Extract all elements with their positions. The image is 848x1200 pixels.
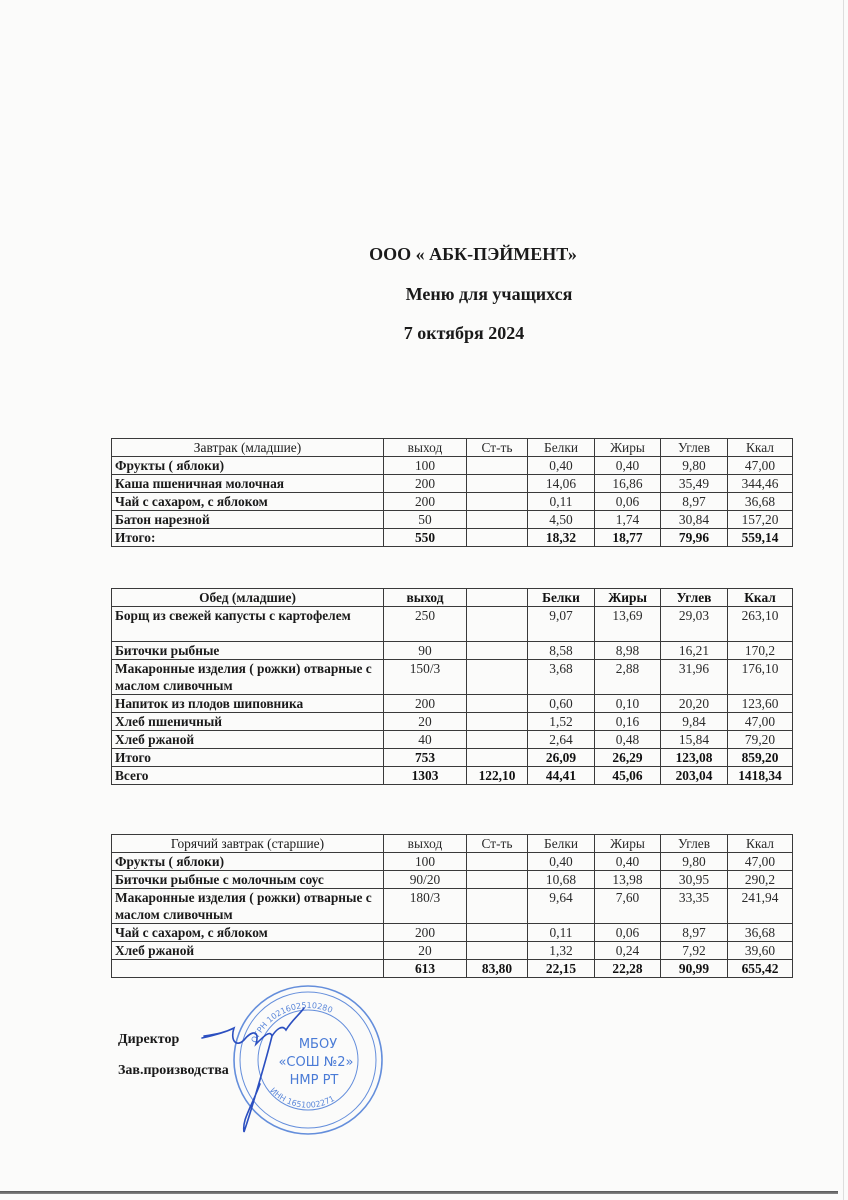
cell-carbs: 20,20 xyxy=(661,695,728,713)
production-head-label: Зав.производства xyxy=(118,1063,229,1078)
cell-yield: 200 xyxy=(384,924,467,942)
table-row xyxy=(112,889,793,924)
cell-protein: 0,40 xyxy=(528,457,595,475)
cell-dish-name: Чай с сахаром, с яблоком xyxy=(112,924,384,942)
cell-carbs: 15,84 xyxy=(661,731,728,749)
cell-protein: 0,11 xyxy=(528,493,595,511)
cell-fat: 18,77 xyxy=(595,529,661,547)
menu-date: 7 октября 2024 xyxy=(403,323,525,343)
cell-cost xyxy=(467,457,528,475)
cell-yield: 100 xyxy=(384,457,467,475)
cell-carbs: 7,92 xyxy=(661,942,728,960)
cell-cost xyxy=(467,493,528,511)
cell-yield: 40 xyxy=(384,731,467,749)
cell-yield: 90/20 xyxy=(384,871,467,889)
cell-dish-name: Всего xyxy=(112,767,384,785)
cell-dish-name: Фрукты ( яблоки) xyxy=(112,853,384,871)
cell-cost xyxy=(467,942,528,960)
column-header-carbs: Углев xyxy=(661,835,728,853)
cell-kcal: 263,10 xyxy=(728,607,793,642)
cell-protein: 18,32 xyxy=(528,529,595,547)
cell-fat: 0,10 xyxy=(595,695,661,713)
cell-fat: 0,48 xyxy=(595,731,661,749)
cell-dish-name: Хлеб пшеничный xyxy=(112,713,384,731)
cell-carbs: 16,21 xyxy=(661,642,728,660)
cell-yield: 100 xyxy=(384,853,467,871)
cell-dish-name: Биточки рыбные с молочным соус xyxy=(112,871,384,889)
cell-yield: 753 xyxy=(384,749,467,767)
cell-kcal: 39,60 xyxy=(728,942,793,960)
column-header-kcal: Ккал xyxy=(728,439,793,457)
cell-protein: 1,52 xyxy=(528,713,595,731)
cell-cost xyxy=(467,607,528,642)
scan-edge xyxy=(843,0,844,1200)
table-row xyxy=(112,871,793,889)
cell-fat: 0,40 xyxy=(595,853,661,871)
stamp-ogrn: ОГРН 1021602510280 xyxy=(249,1000,334,1045)
scan-artifact-line xyxy=(0,1191,838,1194)
column-header-cost xyxy=(467,589,528,607)
cell-dish-name: Батон нарезной xyxy=(112,511,384,529)
table-row xyxy=(112,511,793,529)
cell-protein: 1,32 xyxy=(528,942,595,960)
column-header-cost: Ст-ть xyxy=(467,835,528,853)
menu-table-lunch-junior xyxy=(111,588,793,785)
cell-fat: 2,88 xyxy=(595,660,661,695)
column-header-protein: Белки xyxy=(528,835,595,853)
cell-kcal: 36,68 xyxy=(728,924,793,942)
cell-fat: 22,28 xyxy=(595,960,661,978)
table-row xyxy=(112,607,793,642)
cell-dish-name: Итого: xyxy=(112,529,384,547)
cell-fat: 45,06 xyxy=(595,767,661,785)
cell-dish-name: Макаронные изделия ( рожки) отварные с маслом сливочным xyxy=(112,660,384,695)
cell-carbs: 203,04 xyxy=(661,767,728,785)
table-row xyxy=(112,695,793,713)
cell-cost xyxy=(467,660,528,695)
cell-dish-name: Борщ из свежей капусты с картофелем xyxy=(112,607,384,642)
stamp-line-2: «СОШ №2» xyxy=(278,1055,354,1070)
cell-cost xyxy=(467,871,528,889)
cell-carbs: 79,96 xyxy=(661,529,728,547)
stamp-inn: ИНН 1651002271 xyxy=(268,1085,337,1110)
table-row xyxy=(112,853,793,871)
cell-yield: 180/3 xyxy=(384,889,467,924)
cell-fat: 13,98 xyxy=(595,871,661,889)
cell-dish-name: Биточки рыбные xyxy=(112,642,384,660)
cell-dish-name: Итого xyxy=(112,749,384,767)
cell-kcal: 176,10 xyxy=(728,660,793,695)
cell-kcal: 157,20 xyxy=(728,511,793,529)
cell-carbs: 9,80 xyxy=(661,457,728,475)
cell-cost xyxy=(467,529,528,547)
cell-carbs: 9,84 xyxy=(661,713,728,731)
cell-fat: 0,16 xyxy=(595,713,661,731)
cell-yield: 1303 xyxy=(384,767,467,785)
column-header-fat: Жиры xyxy=(595,835,661,853)
cell-kcal: 79,20 xyxy=(728,731,793,749)
cell-dish-name: Чай с сахаром, с яблоком xyxy=(112,493,384,511)
cell-dish-name: Каша пшеничная молочная xyxy=(112,475,384,493)
cell-carbs: 29,03 xyxy=(661,607,728,642)
column-header-carbs: Углев xyxy=(661,589,728,607)
cell-cost xyxy=(467,475,528,493)
cell-protein: 0,40 xyxy=(528,853,595,871)
cell-yield: 250 xyxy=(384,607,467,642)
cell-kcal: 1418,34 xyxy=(728,767,793,785)
table-total-row xyxy=(112,529,793,547)
cell-kcal: 655,42 xyxy=(728,960,793,978)
stamp-line-3: НМР РТ xyxy=(289,1073,339,1088)
cell-protein: 4,50 xyxy=(528,511,595,529)
cell-cost xyxy=(467,853,528,871)
cell-yield: 200 xyxy=(384,493,467,511)
cell-kcal: 559,14 xyxy=(728,529,793,547)
cell-yield: 90 xyxy=(384,642,467,660)
cell-cost xyxy=(467,511,528,529)
cell-yield: 200 xyxy=(384,695,467,713)
table-header-row xyxy=(112,835,793,853)
table-total-row xyxy=(112,767,793,785)
table-total-row xyxy=(112,749,793,767)
cell-protein: 10,68 xyxy=(528,871,595,889)
director-signature xyxy=(200,1000,330,1135)
cell-protein: 2,64 xyxy=(528,731,595,749)
table-row xyxy=(112,660,793,695)
director-label: Директор xyxy=(118,1032,180,1047)
cell-yield: 20 xyxy=(384,713,467,731)
cell-carbs: 30,95 xyxy=(661,871,728,889)
cell-protein: 22,15 xyxy=(528,960,595,978)
column-header-kcal: Ккал xyxy=(728,589,793,607)
cell-kcal: 123,60 xyxy=(728,695,793,713)
cell-fat: 8,98 xyxy=(595,642,661,660)
cell-protein: 3,68 xyxy=(528,660,595,695)
cell-cost xyxy=(467,713,528,731)
cell-yield: 613 xyxy=(384,960,467,978)
column-header-cost: Ст-ть xyxy=(467,439,528,457)
cell-kcal: 47,00 xyxy=(728,713,793,731)
cell-cost xyxy=(467,731,528,749)
cell-yield: 200 xyxy=(384,475,467,493)
cell-dish-name: Хлеб ржаной xyxy=(112,942,384,960)
cell-protein: 26,09 xyxy=(528,749,595,767)
cell-cost xyxy=(467,749,528,767)
cell-protein: 9,64 xyxy=(528,889,595,924)
cell-cost: 122,10 xyxy=(467,767,528,785)
cell-fat: 0,24 xyxy=(595,942,661,960)
table-row xyxy=(112,924,793,942)
cell-yield: 20 xyxy=(384,942,467,960)
cell-yield: 550 xyxy=(384,529,467,547)
cell-cost xyxy=(467,924,528,942)
cell-protein: 0,11 xyxy=(528,924,595,942)
cell-kcal: 47,00 xyxy=(728,853,793,871)
cell-dish-name: Хлеб ржаной xyxy=(112,731,384,749)
cell-fat: 26,29 xyxy=(595,749,661,767)
company-name: ООО « АБК-ПЭЙМЕНТ» xyxy=(369,244,577,264)
table-total-row xyxy=(112,960,793,978)
table-header-row xyxy=(112,439,793,457)
cell-kcal: 47,00 xyxy=(728,457,793,475)
cell-yield: 150/3 xyxy=(384,660,467,695)
table-row xyxy=(112,457,793,475)
cell-fat: 0,06 xyxy=(595,493,661,511)
stamp-line-1: МБОУ xyxy=(298,1037,338,1052)
cell-carbs: 8,97 xyxy=(661,924,728,942)
cell-carbs: 30,84 xyxy=(661,511,728,529)
cell-carbs: 33,35 xyxy=(661,889,728,924)
cell-cost: 83,80 xyxy=(467,960,528,978)
cell-cost xyxy=(467,642,528,660)
column-header-carbs: Углев xyxy=(661,439,728,457)
table-header-row xyxy=(112,589,793,607)
cell-carbs: 35,49 xyxy=(661,475,728,493)
table-row xyxy=(112,475,793,493)
cell-dish-name: Фрукты ( яблоки) xyxy=(112,457,384,475)
cell-dish-name xyxy=(112,960,384,978)
column-header-yield: выход xyxy=(384,835,467,853)
cell-dish-name: Напиток из плодов шиповника xyxy=(112,695,384,713)
menu-table-breakfast-junior xyxy=(111,438,793,547)
column-header-dish-name: Завтрак (младшие) xyxy=(112,439,384,457)
menu-table-hot-breakfast-senior xyxy=(111,834,793,978)
cell-kcal: 36,68 xyxy=(728,493,793,511)
cell-fat: 16,86 xyxy=(595,475,661,493)
cell-fat: 0,06 xyxy=(595,924,661,942)
column-header-dish-name: Обед (младшие) xyxy=(112,589,384,607)
cell-dish-name: Макаронные изделия ( рожки) отварные с маслом сливочным xyxy=(112,889,384,924)
column-header-kcal: Ккал xyxy=(728,835,793,853)
cell-cost xyxy=(467,695,528,713)
cell-carbs: 31,96 xyxy=(661,660,728,695)
cell-carbs: 123,08 xyxy=(661,749,728,767)
cell-protein: 0,60 xyxy=(528,695,595,713)
column-header-protein: Белки xyxy=(528,439,595,457)
cell-fat: 0,40 xyxy=(595,457,661,475)
cell-kcal: 241,94 xyxy=(728,889,793,924)
column-header-yield: выход xyxy=(384,439,467,457)
cell-yield: 50 xyxy=(384,511,467,529)
table-row xyxy=(112,493,793,511)
cell-kcal: 344,46 xyxy=(728,475,793,493)
table-row xyxy=(112,642,793,660)
cell-cost xyxy=(467,889,528,924)
cell-kcal: 290,2 xyxy=(728,871,793,889)
cell-fat: 1,74 xyxy=(595,511,661,529)
cell-carbs: 90,99 xyxy=(661,960,728,978)
column-header-fat: Жиры xyxy=(595,589,661,607)
column-header-protein: Белки xyxy=(528,589,595,607)
cell-protein: 14,06 xyxy=(528,475,595,493)
cell-fat: 13,69 xyxy=(595,607,661,642)
cell-carbs: 9,80 xyxy=(661,853,728,871)
cell-carbs: 8,97 xyxy=(661,493,728,511)
cell-protein: 8,58 xyxy=(528,642,595,660)
document-title: Меню для учащихся xyxy=(405,284,573,304)
cell-protein: 44,41 xyxy=(528,767,595,785)
cell-kcal: 170,2 xyxy=(728,642,793,660)
cell-fat: 7,60 xyxy=(595,889,661,924)
column-header-fat: Жиры xyxy=(595,439,661,457)
cell-protein: 9,07 xyxy=(528,607,595,642)
cell-kcal: 859,20 xyxy=(728,749,793,767)
table-row xyxy=(112,713,793,731)
column-header-yield: выход xyxy=(384,589,467,607)
column-header-dish-name: Горячий завтрак (старшие) xyxy=(112,835,384,853)
table-row xyxy=(112,942,793,960)
table-row xyxy=(112,731,793,749)
